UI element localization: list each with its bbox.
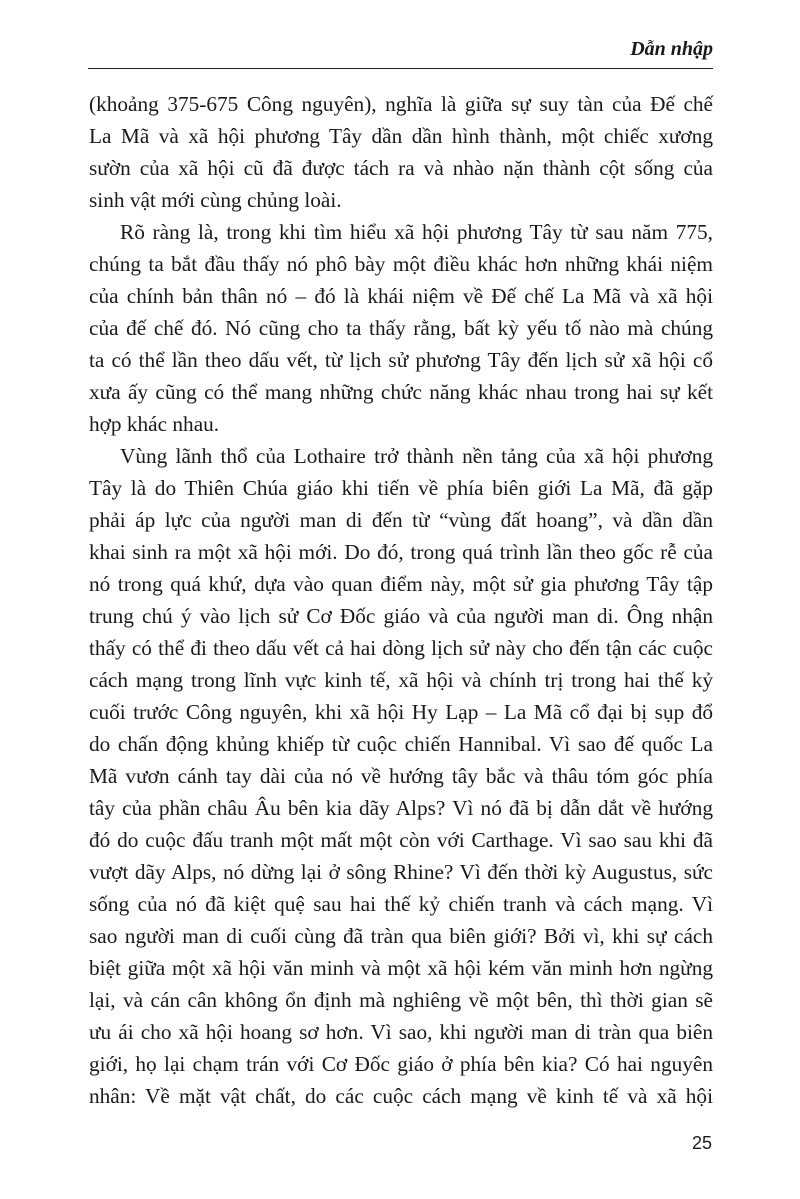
- text-line: chúng ta bắt đầu thấy nó phô bày một điều khác hơn những khái niệm: [89, 252, 713, 276]
- text-line: phải áp lực của người man di đến từ “vùng đất hoang”, và dần dần: [89, 508, 713, 532]
- text-line: cuối trước Công nguyên, khi xã hội Hy Lạp – La Mã cổ đại bị sụp đổ: [89, 700, 713, 724]
- text-line: Tây là do Thiên Chúa giáo khi tiến về phía biên giới La Mã, đã gặp: [89, 476, 713, 500]
- text-line: (khoảng 375-675 Công nguyên), nghĩa là giữa sự suy tàn của Đế chế: [89, 92, 713, 116]
- text-line: La Mã và xã hội phương Tây dần dần hình thành, một chiếc xương: [89, 124, 713, 148]
- text-line: Rõ ràng là, trong khi tìm hiểu xã hội phương Tây từ sau năm 775,: [120, 220, 713, 244]
- text-line: Mã vươn cánh tay dài của nó về hướng tây bắc và thâu tóm góc phía: [89, 764, 713, 788]
- text-line: sống của nó đã kiệt quệ sau hai thế kỷ chiến tranh và cách mạng. Vì: [89, 892, 713, 916]
- text-line: của đế chế đó. Nó cũng cho ta thấy rằng, bất kỳ yếu tố nào mà chúng: [89, 316, 713, 340]
- text-line: Vùng lãnh thổ của Lothaire trở thành nền tảng của xã hội phương: [120, 444, 713, 468]
- text-line: thấy có thể đi theo dấu vết cả hai dòng lịch sử này cho đến tận các cuộc: [89, 636, 713, 660]
- text-line: nó trong quá khứ, dựa vào quan điểm này, một sử gia phương Tây tập: [89, 572, 713, 596]
- text-line: vượt dãy Alps, nó dừng lại ở sông Rhine? Vì đến thời kỳ Augustus, sức: [89, 860, 713, 884]
- text-line: biệt giữa một xã hội văn minh và một xã hội kém văn minh hơn ngừng: [89, 956, 713, 980]
- text-line: sao người man di cuối cùng đã tràn qua biên giới? Bởi vì, khi sự cách: [89, 924, 713, 948]
- text-line: ta có thể lần theo dấu vết, từ lịch sử phương Tây đến lịch sử xã hội cổ: [89, 348, 713, 372]
- text-line: giới, họ lại chạm trán với Cơ Đốc giáo ở phía bên kia? Có hai nguyên: [89, 1052, 713, 1076]
- text-line: tây của phần châu Âu bên kia dãy Alps? Vì nó đã bị dẫn dắt về hướng: [89, 796, 713, 820]
- text-line: cách mạng trong lĩnh vực kinh tế, xã hội và chính trị trong hai thế kỷ: [89, 668, 713, 692]
- body-text: [89, 88, 713, 1112]
- header-rule: [88, 68, 713, 69]
- text-line: sinh vật mới cùng chủng loài.: [89, 188, 342, 212]
- running-header: Dẫn nhập: [630, 38, 713, 60]
- page-number: 25: [691, 1133, 712, 1153]
- text-line: nhân: Về mặt vật chất, do các cuộc cách mạng về kinh tế và xã hội: [89, 1084, 713, 1108]
- text-line: do chấn động khủng khiếp từ cuộc chiến Hannibal. Vì sao đế quốc La: [89, 732, 713, 756]
- text-line: ưu ái cho xã hội hoang sơ hơn. Vì sao, khi người man di tràn qua biên: [89, 1020, 713, 1044]
- text-line: trung chú ý vào lịch sử Cơ Đốc giáo và của người man di. Ông nhận: [89, 604, 713, 628]
- text-line: của chính bản thân nó – đó là khái niệm về Đế chế La Mã và xã hội: [89, 284, 713, 308]
- text-line: sườn của xã hội cũ đã được tách ra và nhào nặn thành cột sống của: [89, 156, 713, 180]
- text-line: hợp khác nhau.: [89, 412, 220, 436]
- text-line: khai sinh ra một xã hội mới. Do đó, trong quá trình lần theo gốc rễ của: [89, 540, 713, 564]
- text-line: xưa ấy cũng có thể mang những chức năng khác nhau trong hai sự kết: [89, 380, 713, 404]
- text-line: lại, và cán cân không ổn định mà nghiêng về một bên, thì thời gian sẽ: [89, 988, 713, 1012]
- text-line: đó do cuộc đấu tranh một mất một còn với Carthage. Vì sao sau khi đã: [89, 828, 713, 852]
